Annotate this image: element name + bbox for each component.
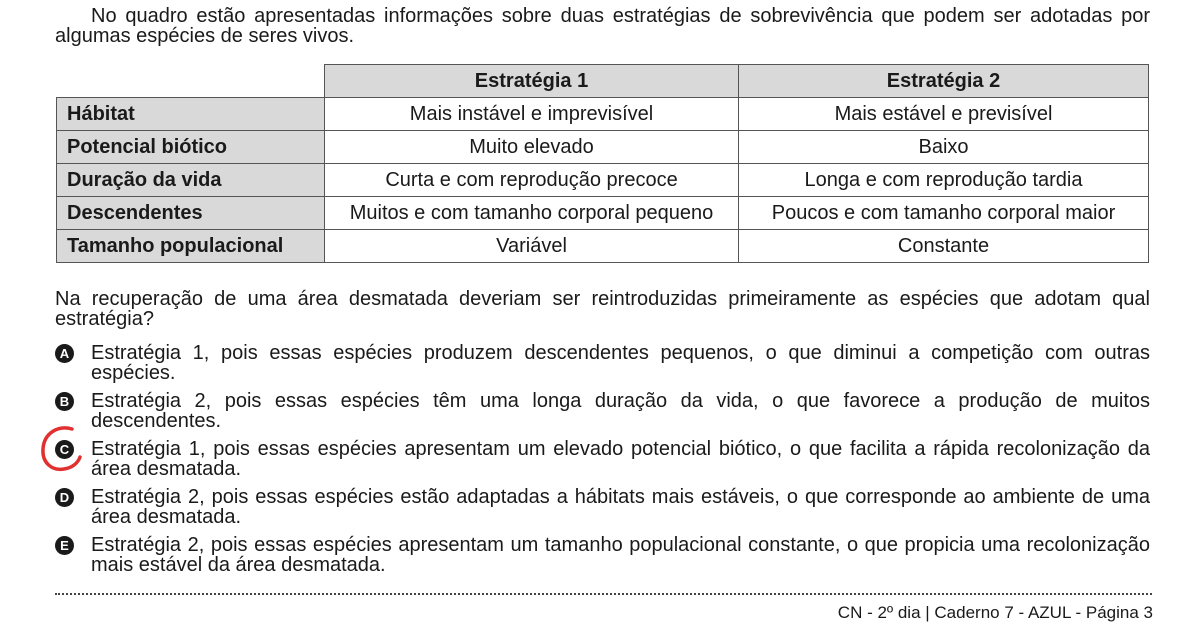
intro-text: No quadro estão apresentadas informações sobre duas estratégias de sobrevivência que podem ser adotadas por algumas espécies de seres vivos.: [55, 5, 1150, 47]
option-e[interactable]: [55, 535, 1150, 583]
strategies-table: [56, 64, 1149, 263]
option-b[interactable]: [55, 391, 1150, 439]
header-strategy-2: Estratégia 2: [739, 65, 1149, 98]
row-label-tamanho-populacional: Tamanho populacional: [57, 230, 325, 263]
row-label-descendentes: Descendentes: [57, 197, 325, 230]
table-cell: Poucos e com tamanho corporal maior: [739, 197, 1149, 230]
table-header-row: [57, 65, 1149, 98]
option-b-text: Estratégia 2, pois essas espécies têm uma longa duração da vida, o que favorece a produção de muitos descendentes.: [91, 390, 1150, 432]
table-cell: Variável: [325, 230, 739, 263]
option-d-text: Estratégia 2, pois essas espécies estão adaptadas a hábitats mais estáveis, o que corresponde ao ambiente de uma área desmatada.: [91, 486, 1150, 528]
option-c-letter-icon: C: [55, 440, 74, 459]
question-text: Na recuperação de uma área desmatada deveriam ser reintroduzidas primeiramente as espécies que adotam qual estratégia?: [55, 288, 1150, 330]
table-row: [57, 131, 1149, 164]
table-cell: Baixo: [739, 131, 1149, 164]
row-label-potencial-biotico: Potencial biótico: [57, 131, 325, 164]
table-cell: Mais instável e imprevisível: [325, 98, 739, 131]
table-row: [57, 197, 1149, 230]
option-d[interactable]: [55, 487, 1150, 535]
answer-options: [55, 343, 1150, 583]
option-c-text: Estratégia 1, pois essas espécies apresentam um elevado potencial biótico, o que facilita a rápida recolonização da área desmatada.: [91, 438, 1150, 480]
dotted-divider: [55, 593, 1152, 595]
table-row: [57, 164, 1149, 197]
row-label-duracao-da-vida: Duração da vida: [57, 164, 325, 197]
page-footer: CN - 2º dia | Caderno 7 - AZUL - Página 3: [837, 603, 1153, 622]
table-row: [57, 230, 1149, 263]
header-strategy-1: Estratégia 1: [325, 65, 739, 98]
table-cell: Mais estável e previsível: [739, 98, 1149, 131]
option-a-letter-icon: A: [55, 344, 74, 363]
option-e-letter-icon: E: [55, 536, 74, 555]
intro-paragraph: [55, 6, 1150, 46]
table-cell: Curta e com reprodução precoce: [325, 164, 739, 197]
option-a-text: Estratégia 1, pois essas espécies produzem descendentes pequenos, o que diminui a competição com outras espécies.: [91, 342, 1150, 384]
option-c[interactable]: [55, 439, 1150, 487]
table-cell: Longa e com reprodução tardia: [739, 164, 1149, 197]
table-row: [57, 98, 1149, 131]
handwritten-circle-mark-icon: [38, 425, 86, 475]
row-label-habitat: Hábitat: [57, 98, 325, 131]
table-cell: Muito elevado: [325, 131, 739, 164]
table-cell: Muitos e com tamanho corporal pequeno: [325, 197, 739, 230]
table-cell: Constante: [739, 230, 1149, 263]
option-b-letter-icon: B: [55, 392, 74, 411]
option-a[interactable]: [55, 343, 1150, 391]
option-d-letter-icon: D: [55, 488, 74, 507]
option-e-text: Estratégia 2, pois essas espécies apresentam um tamanho populacional constante, o que propicia uma recolonização mais estável da área desmatada.: [91, 534, 1150, 576]
table-corner-cell: [57, 65, 325, 98]
